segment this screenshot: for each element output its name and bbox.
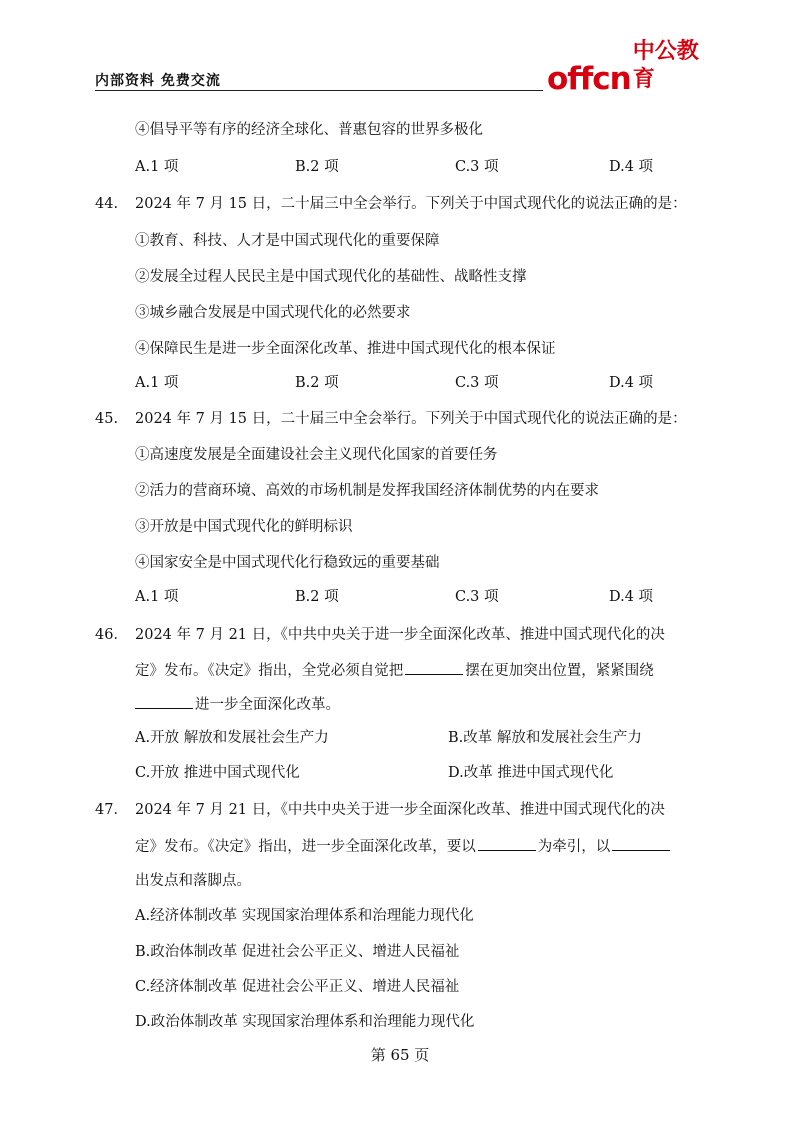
q47-blank-2 — [612, 836, 670, 851]
q44-item-3: ③城乡融合发展是中国式现代化的必然要求 — [135, 305, 411, 321]
q46-stem-line-1: 2024 年 7 月 21 日，《中共中央关于进一步全面深化改革、推进中国式现代化的决 — [135, 627, 665, 643]
q45-item-4: ④国家安全是中国式现代化行稳致远的重要基础 — [135, 555, 440, 571]
q47-option-c: C.经济体制改革 促进社会公平正义、增进人民福祉 — [135, 979, 460, 995]
q45-number: 45. — [95, 411, 119, 427]
header-rule — [95, 90, 543, 91]
q45-option-a: A.1 项 — [135, 589, 179, 605]
q46-stem-line-2b: 摆在更加突出位置，紧紧围绕 — [465, 663, 654, 679]
q44-option-b: B.2 项 — [295, 375, 339, 391]
page-header — [95, 39, 715, 97]
q46-option-d: D.改革 推进中国式现代化 — [448, 765, 614, 781]
page-number: 第 65 页 — [370, 1046, 430, 1064]
q44-option-a: A.1 项 — [135, 375, 179, 391]
q45-option-c: C.3 项 — [455, 589, 499, 605]
q43-option-a: A.1 项 — [135, 159, 179, 175]
q46-stem-line-2 — [135, 660, 654, 681]
q46-stem-line-2a: 定》发布。《决定》指出，全党必须自觉把 — [135, 663, 404, 679]
q47-blank-1 — [478, 836, 536, 851]
logo-cn-text: 中公教育 — [632, 39, 699, 92]
q43-option-d: D.4 项 — [609, 159, 654, 175]
q45-option-b: B.2 项 — [295, 589, 339, 605]
q47-option-d: D.政治体制改革 实现国家治理体系和治理能力现代化 — [135, 1014, 475, 1030]
logo-latin-text: offcn — [547, 61, 631, 97]
q44-option-c: C.3 项 — [455, 375, 499, 391]
q47-stem-line-1: 2024 年 7 月 21 日，《中共中央关于进一步全面深化改革、推进中国式现代化的决 — [135, 802, 665, 818]
header-left-text: 内部资料 免费交流 — [95, 73, 221, 89]
q47-stem-line-2b: 为牵引，以 — [537, 839, 611, 855]
q44-item-1: ①教育、科技、人才是中国式现代化的重要保障 — [135, 233, 440, 249]
q46-stem-line-3-text: 进一步全面深化改革。 — [195, 697, 340, 713]
q47-option-b: B.政治体制改革 促进社会公平正义、增进人民福祉 — [135, 944, 460, 960]
q47-stem-line-2 — [135, 836, 672, 857]
q45-item-2: ②活力的营商环境、高效的市场机制是发挥我国经济体制优势的内在要求 — [135, 483, 599, 499]
q46-blank-1 — [405, 660, 463, 675]
q47-stem-line-3: 出发点和落脚点。 — [135, 873, 251, 889]
q43-option-b: B.2 项 — [295, 159, 339, 175]
q47-number: 47． — [95, 802, 128, 818]
q44-item-4: ④保障民生是进一步全面深化改革、推进中国式现代化的根本保证 — [135, 341, 556, 357]
q46-option-c: C.开放 推进中国式现代化 — [135, 765, 300, 781]
q44-number: 44. — [95, 196, 119, 212]
q43-option-c: C.3 项 — [455, 159, 499, 175]
q45-item-3: ③开放是中国式现代化的鲜明标识 — [135, 519, 353, 535]
q43-item-4: ④倡导平等有序的经济全球化、普惠包容的世界多极化 — [135, 122, 483, 138]
q47-option-a: A.经济体制改革 实现国家治理体系和治理能力现代化 — [135, 908, 474, 924]
q46-number: 46． — [95, 627, 128, 643]
brand-logo — [547, 39, 715, 97]
q45-stem: 2024 年 7 月 15 日，二十届三中全会举行。下列关于中国式现代化的说法正确的是： — [135, 411, 687, 427]
q45-item-1: ①高速度发展是全面建设社会主义现代化国家的首要任务 — [135, 447, 498, 463]
q46-option-a: A.开放 解放和发展社会生产力 — [135, 730, 329, 746]
q46-blank-2 — [135, 694, 193, 709]
q44-stem: 2024 年 7 月 15 日，二十届三中全会举行。下列关于中国式现代化的说法正确的是： — [135, 196, 687, 212]
q44-option-d: D.4 项 — [609, 375, 654, 391]
q44-item-2: ②发展全过程人民民主是中国式现代化的基础性、战略性支撑 — [135, 269, 527, 285]
q45-option-d: D.4 项 — [609, 589, 654, 605]
q46-option-b: B.改革 解放和发展社会生产力 — [448, 730, 642, 746]
q46-stem-line-3 — [135, 694, 340, 715]
q47-stem-line-2a: 定》发布。《决定》指出，进一步全面深化改革，要以 — [135, 839, 476, 855]
